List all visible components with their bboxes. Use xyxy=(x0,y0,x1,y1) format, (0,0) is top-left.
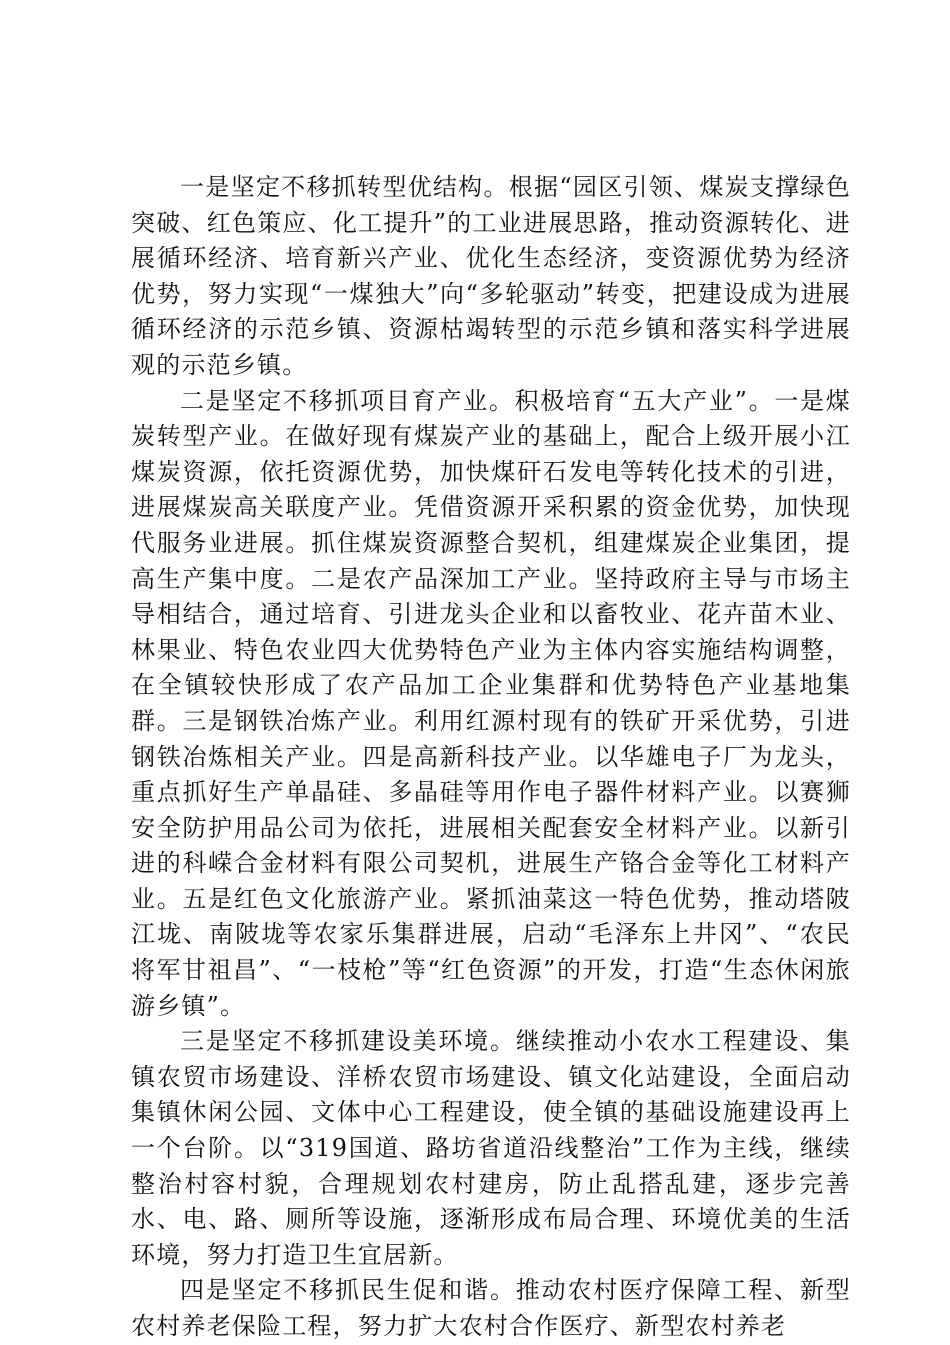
document-body xyxy=(131,170,851,1345)
paragraph-2: 二是坚定不移抓项目育产业。积极培育“五大产业”。一是煤炭转型产业。在做好现有煤炭产业的基础上，配合上级开展小江煤炭资源，依托资源优势，加快煤矸石发电等转化技术的引进，进展煤炭高关联度产业。凭借资源开采积累的资金优势，加快现代服务业进展。抓住煤炭资源整合契机，组建煤炭企业集团，提高生产集中度。二是农产品深加工产业。坚持政府主导与市场主导相结合，通过培育、引进龙头企业和以畜牧业、花卉苗木业、林果业、特色农业四大优势特色产业为主体内容实施结构调整，在全镇较快形成了农产品加工企业集群和优势特色产业基地集群。三是钢铁冶炼产业。利用红源村现有的铁矿开采优势，引进钢铁冶炼相关产业。四是高新科技产业。以华雄电子厂为龙头，重点抓好生产单晶硅、多晶硅等用作电子器件材料产业。以赛狮安全防护用品公司为依托，进展相关配套安全材料产业。以新引进的科嵘合金材料有限公司契机，进展生产铬合金等化工材料产业。五是红色文化旅游产业。紧抓油菜这一特色优势，推动塔陂江垅、南陂垅等农家乐集群进展，启动“毛泽东上井冈”、“农民将军甘祖昌”、“一枝枪”等“红色资源”的开发，打造“生态休闲旅游乡镇”。 xyxy=(131,386,851,1020)
paragraph-1: 一是坚定不移抓转型优结构。根据“园区引领、煤炭支撑绿色突破、红色策应、化工提升”的工业进展思路，推动资源转化、进展循环经济、培育新兴产业、优化生态经济，变资源优势为经济优势，努力实现“一煤独大”向“多轮驱动”转变，把建设成为进展循环经济的示范乡镇、资源枯竭转型的示范乡镇和落实科学进展观的示范乡镇。 xyxy=(131,173,851,379)
paragraph-3: 三是坚定不移抓建设美环境。继续推动小农水工程建设、集镇农贸市场建设、洋桥农贸市场建设、镇文化站建设，全面启动集镇休闲公园、文体中心工程建设，使全镇的基础设施建设再上一个台阶。以“319国道、路坊省道沿线整治”工作为主线，继续整治村容村貌，合理规划农村建房，防止乱搭乱建，逐步完善水、电、路、厕所等设施，逐渐形成布局合理、环境优美的生活环境，努力打造卫生宜居新。 xyxy=(131,1027,851,1269)
paragraph-4: 四是坚定不移抓民生促和谐。推动农村医疗保障工程、新型农村养老保险工程，努力扩大农村合作医疗、新型农村养老 xyxy=(131,1276,851,1340)
